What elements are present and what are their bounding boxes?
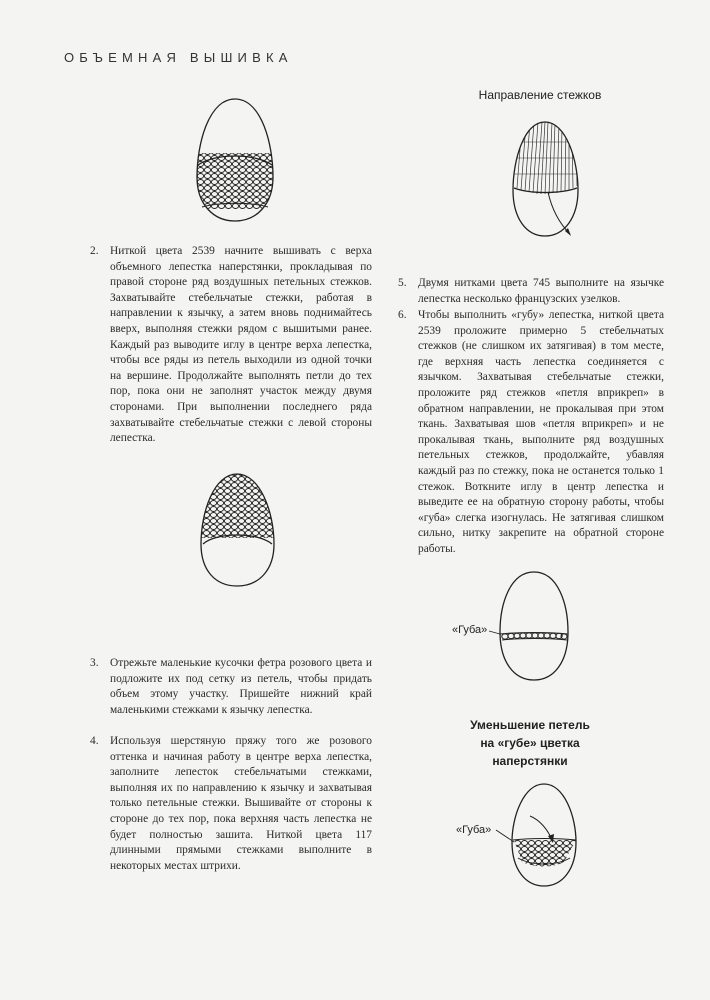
step-text: Двумя нитками цвета 745 выполните на язычке лепестка несколько французских узелков.	[418, 277, 664, 305]
lip-label: «Губа»	[452, 624, 488, 636]
step-4	[90, 734, 372, 874]
lip-label: «Губа»	[456, 824, 492, 836]
reduce-caption-line-3: наперстянки	[492, 754, 568, 768]
petal-mesh-top-figure	[196, 470, 280, 592]
step-text: Ниткой цвета 2539 начните вышивать с верха объемного лепестка наперстянки, прокладывая по правой стороне ряд воздушных петельных стежков. Захватывайте стебельчатые стежки, работая в направлении к язычку, а затем вновь поднимайтесь вверх, выполняя стежки рядом с вышитыми ранее. Каждый раз выводите иглу в центре верха лепестка, чтобы все ряды из петель выходили из одной точки на вершине. Продолжайте выполнять петли до тех пор, пока они не заполнят участок между двумя сторонами. При выполнении последнего ряда захватывайте стебельчатые стежки с левой стороны лепестка.	[110, 245, 372, 445]
page-header: ОБЪЕМНАЯ ВЫШИВКА	[64, 50, 293, 65]
reduce-caption-line-1: Уменьшение петель	[470, 718, 590, 732]
step-number: 2.	[90, 245, 99, 257]
step-number: 3.	[90, 657, 99, 669]
step-5	[398, 276, 664, 307]
step-2	[90, 244, 372, 447]
reduce-caption-line-2: на «губе» цветка	[480, 736, 580, 750]
reduce-loops-figure	[500, 780, 590, 892]
step-number: 4.	[90, 735, 99, 747]
step-6	[398, 308, 664, 558]
lip-figure	[488, 568, 588, 686]
step-text: Используя шерстяную пряжу того же розового оттенка и начиная работу в центре верха лепестка, заполните лепесток стебельчатыми стежками, выполняя их по направлению к язычку и захватывая только петельные стежки. Вышивайте от стороны к стороне до тех пор, пока верхняя часть лепестка не будет полностью зашита. Ниткой цвета 117 длинными прямыми стежками выполните в некоторых местах штрихи.	[110, 735, 372, 872]
step-text: Отрежьте маленькие кусочки фетра розового цвета и подложите их под сетку из петель, чтобы придать объем этому участку. Пришейте нижний край маленькими стежками к язычку лепестка.	[110, 657, 372, 716]
reduce-loops-caption	[430, 716, 630, 770]
stitch-direction-caption: Направление стежков	[478, 88, 602, 102]
stitch-direction-figure	[508, 118, 588, 248]
step-number: 6.	[398, 309, 407, 321]
petal-mesh-bottom-figure	[190, 95, 280, 225]
step-number: 5.	[398, 277, 407, 289]
step-text: Чтобы выполнить «губу» лепестка, ниткой цвета 2539 проложите примерно 5 стебельчатых стежков (не слишком их затягивая) в том месте, где верхняя часть лепестка соединяется с язычком. Захватывая стебельчатые стежки, проложите ряд стежков «петля вприкреп» в обратном направлении, не прокалывая при этом ткань. Захватывая шов «петля вприкреп» и не прокалывая ткань, выполните ряд воздушных петельных стежков, продолжайте, убавляя каждый раз по стежку, пока не останется только 1 стежок. Воткните иглу в центр лепестка и выведите ее на обратную сторону работы, чтобы «губа» слегка изогнулась. Не затягивая слишком сильно, нитку закрепите на обратной стороне работы.	[418, 309, 664, 555]
step-3	[90, 656, 372, 718]
